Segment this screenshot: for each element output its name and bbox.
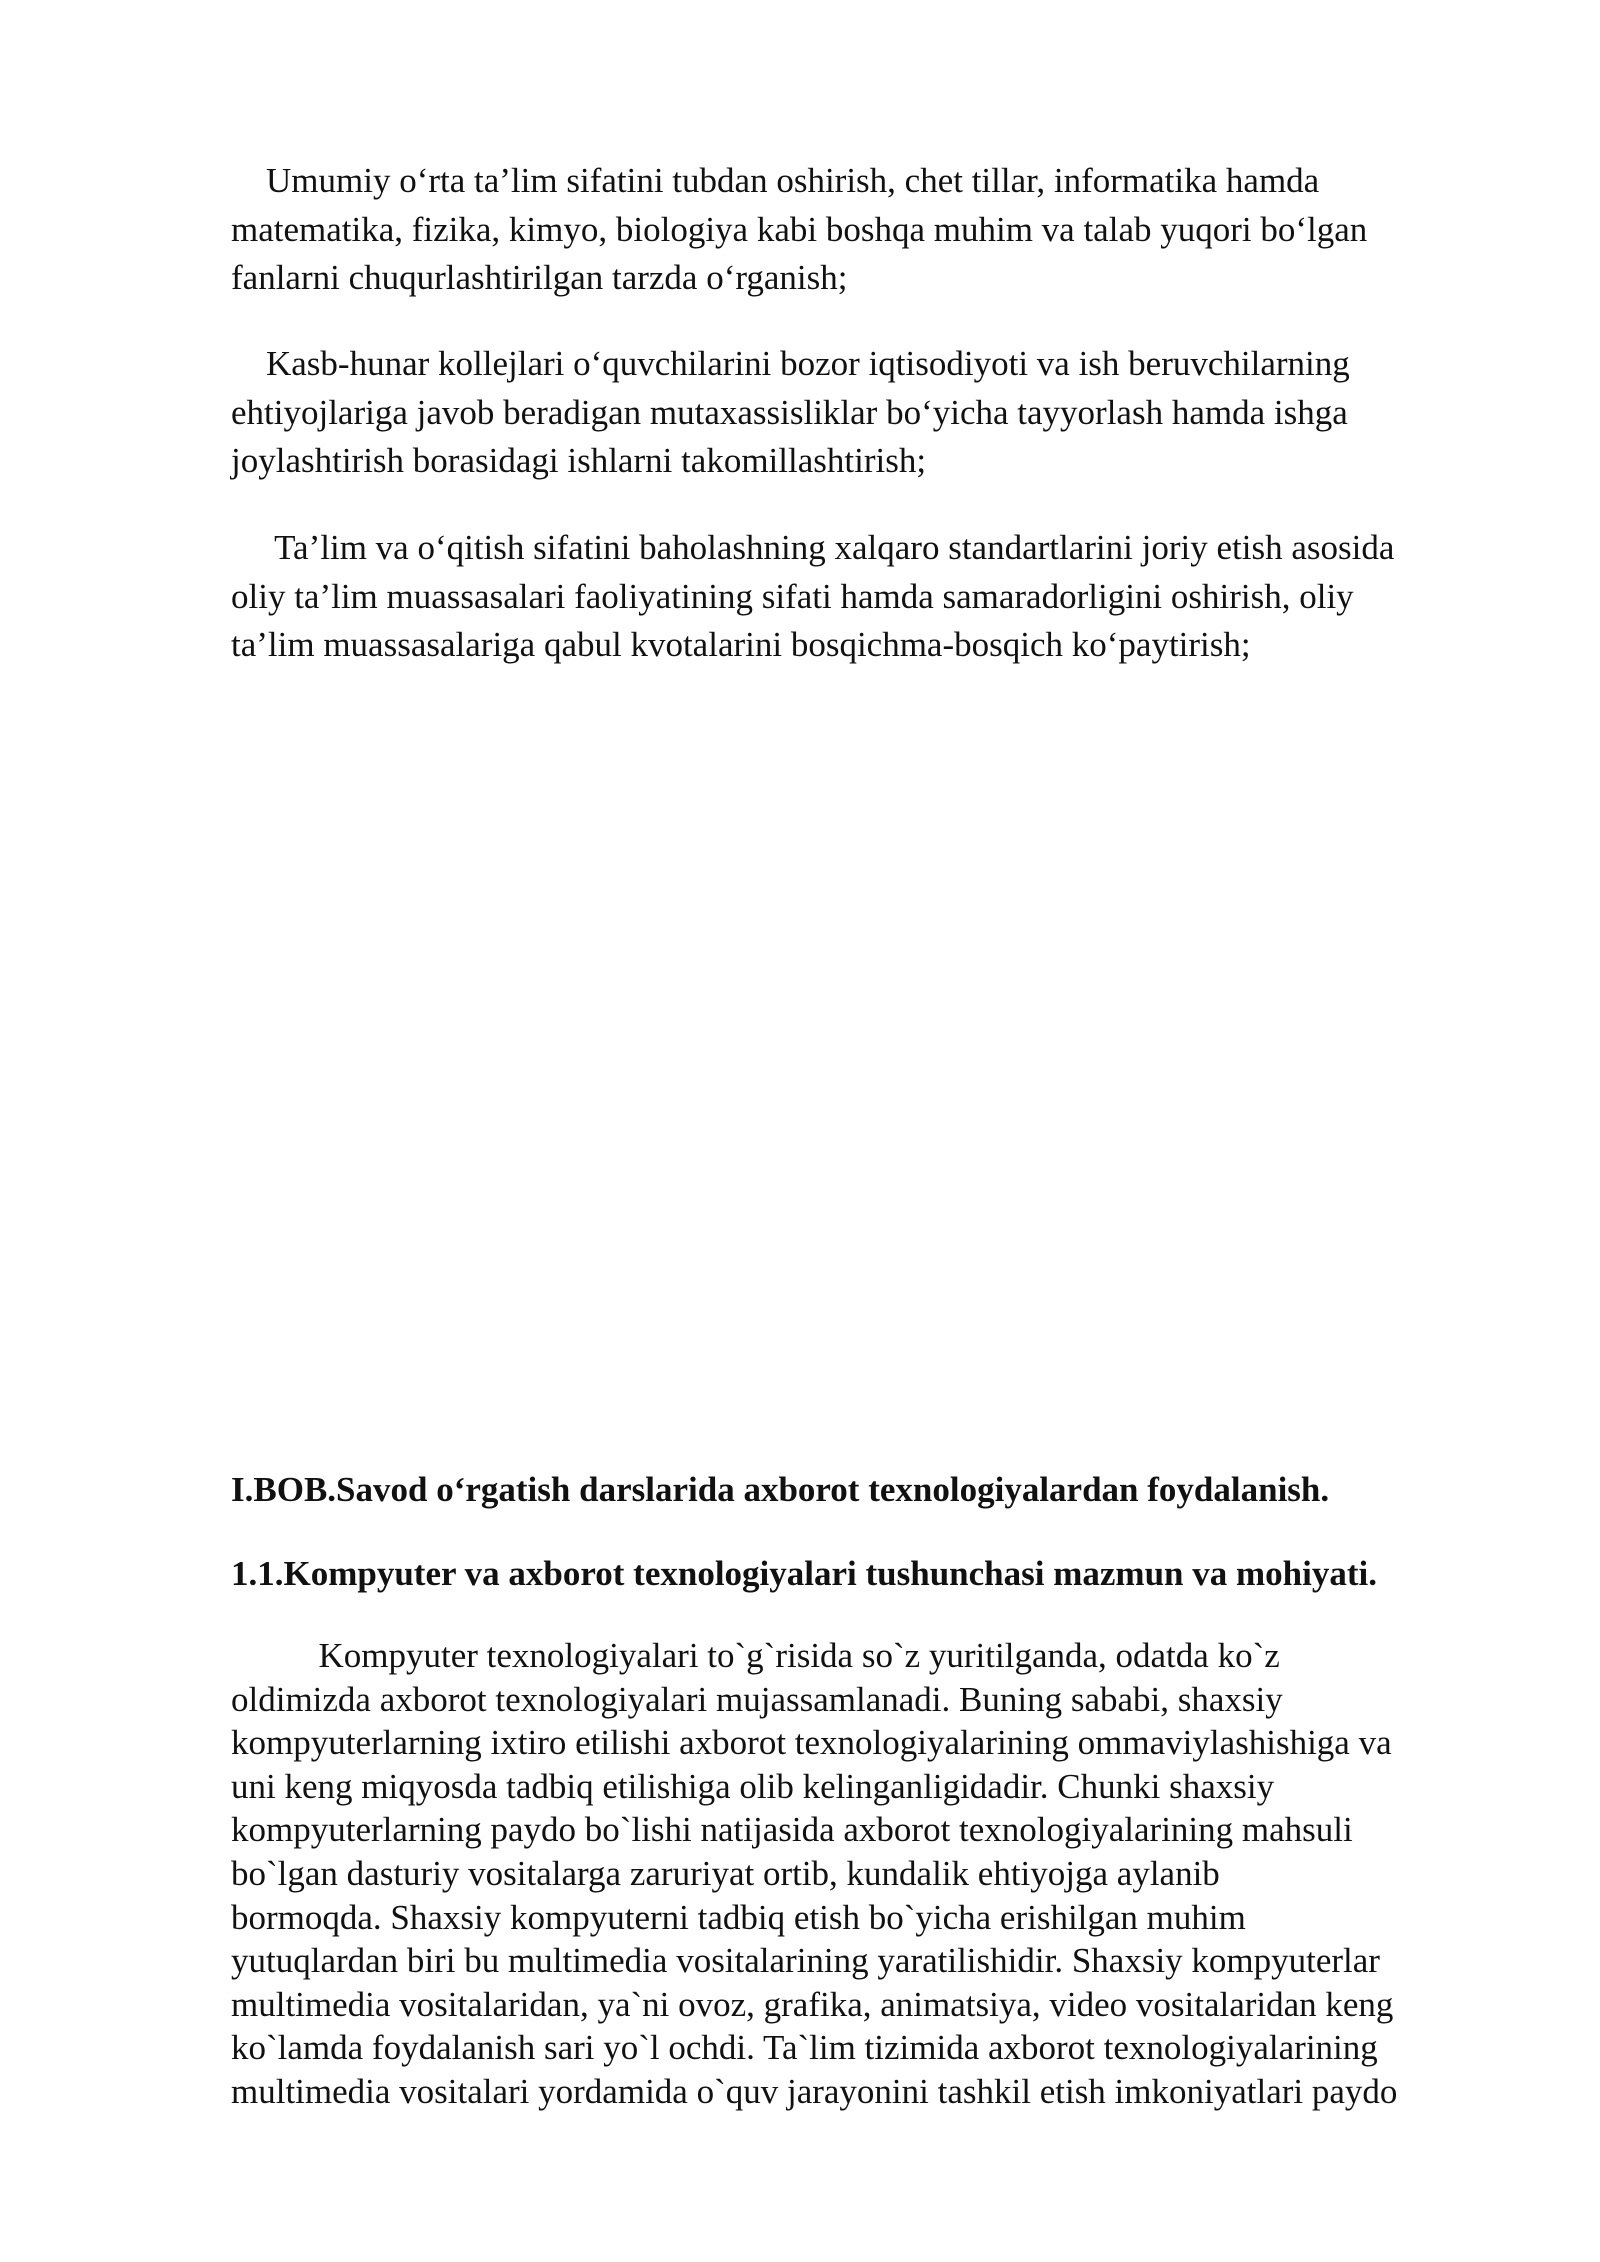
paragraph-line: kompyuterlarning paydo bo`lishi natijasida axborot texnologiyalarining mahsuli xyxy=(231,1810,1353,1850)
paragraph-line: ehtiyojlariga javob beradigan mutaxassisliklar bo‘yicha tayyorlash hamda ishga xyxy=(231,392,1348,432)
paragraph-line: matematika, fizika, kimyo, biologiya kabi boshqa muhim va talab yuqori bo‘lgan xyxy=(231,209,1368,249)
chapter-heading: I.BOB.Savod o‘rgatish darslarida axborot texnologiyalardan foydalanish. xyxy=(231,1470,1330,1509)
paragraph-higher-education xyxy=(231,524,1541,670)
paragraph-computer-technologies xyxy=(231,1634,1541,2114)
paragraph-line: bormoqda. Shaxsiy kompyuterni tadbiq etish bo`yicha erishilgan muhim xyxy=(231,1897,1246,1937)
paragraph-line: yutuqlardan biri bu multimedia vositalarining yaratilishidir. Shaxsiy kompyuterlar xyxy=(231,1941,1380,1981)
paragraph-line: uni keng miqyosda tadbiq etilishiga olib kelinganligidadir. Chunki shaxsiy xyxy=(231,1766,1275,1806)
paragraph-line: Umumiy o‘rta ta’lim sifatini tubdan oshirish, chet tillar, informatika hamda xyxy=(266,161,1320,200)
paragraph-general-education xyxy=(231,157,1541,303)
paragraph-line: multimedia vositalari yordamida o`quv jarayonini tashkil etish imkoniyatlari paydo xyxy=(231,2071,1398,2111)
paragraph-line: multimedia vositalaridan, ya`ni ovoz, grafika, animatsiya, video vositalaridan keng xyxy=(231,1984,1394,2024)
paragraph-line: fanlarni chuqurlashtirilgan tarzda o‘rganish; xyxy=(231,258,848,297)
paragraph-line: Kompyuter texnologiyalari to`g`risida so`z yuritilganda, odatda ko`z xyxy=(231,1636,1280,1675)
paragraph-line: Kasb-hunar kollejlari o‘quvchilarini bozor iqtisodiyoti va ish beruvchilarning xyxy=(266,344,1350,383)
paragraph-line: oliy ta’lim muassasalari faoliyatining sifati hamda samaradorligini oshirish, oliy xyxy=(231,576,1354,616)
paragraph-line: kompyuterlarning ixtiro etilishi axborot texnologiyalarining ommaviylashishiga va xyxy=(231,1723,1392,1763)
paragraph-line: Ta’lim va o‘qitish sifatini baholashning xalqaro standartlarini joriy etish asosida xyxy=(274,528,1395,567)
paragraph-line: joylashtirish borasidagi ishlarni takomillashtirish; xyxy=(231,441,927,480)
paragraph-line: oldimizda axborot texnologiyalari mujassamlanadi. Buning sababi, shaxsiy xyxy=(231,1679,1283,1719)
paragraph-line: ko`lamda foydalanish sari yo`l ochdi. Ta`lim tizimida axborot texnologiyalarining xyxy=(231,2028,1378,2068)
paragraph-line: ta’lim muassasalariga qabul kvotalarini bosqichma-bosqich ko‘paytirish; xyxy=(231,625,1251,664)
paragraph-line: bo`lgan dasturiy vositalarga zaruriyat ortib, kundalik ehtiyojga aylanib xyxy=(231,1853,1220,1893)
paragraph-vocational-colleges xyxy=(231,340,1541,486)
section-heading: 1.1.Kompyuter va axborot texnologiyalari tushunchasi mazmun va mohiyati. xyxy=(231,1554,1377,1593)
